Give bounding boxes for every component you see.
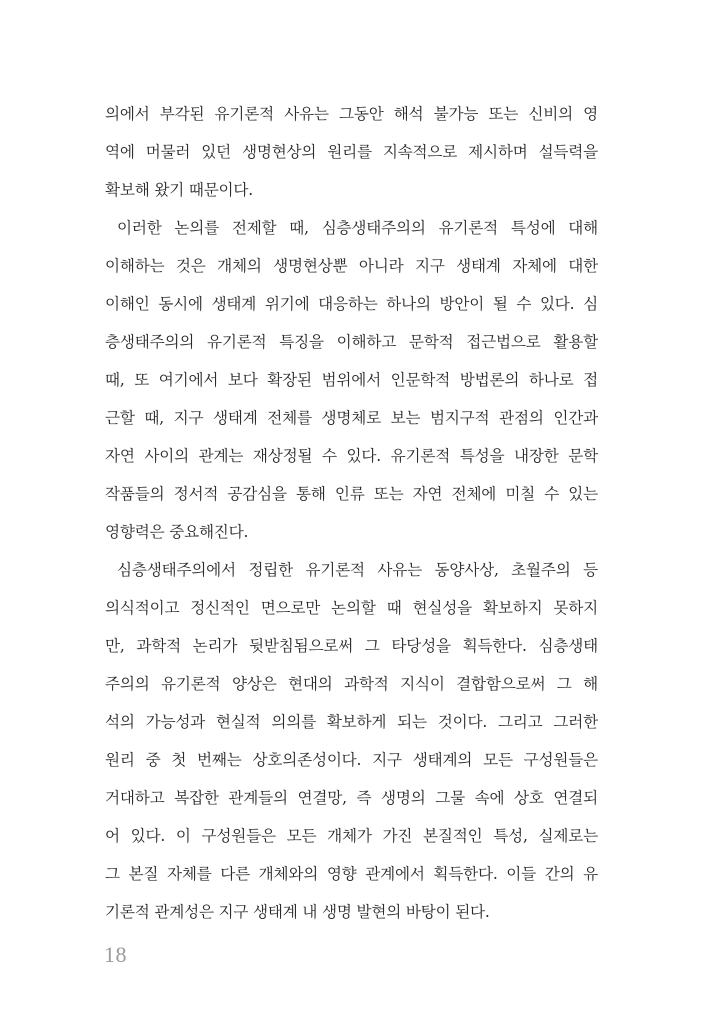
text-line: 때, 또 여기에서 보다 확장된 범위에서 인문학적 방법론의 하나로 접 [105, 371, 598, 389]
page-number: 18 [104, 942, 127, 967]
text-line: 의에서 부각된 유기론적 사유는 그동안 해석 불가능 또는 신비의 영 [105, 105, 598, 123]
text-line: 석의 가능성과 현실적 의의를 확보하게 되는 것이다. 그리고 그러한 [105, 713, 598, 731]
text-line: 자연 사이의 관계는 재상정될 수 있다. 유기론적 특성을 내장한 문학 [105, 447, 598, 465]
text-line: 의식적이고 정신적인 면으로만 논의할 때 현실성을 확보하지 못하지 [105, 599, 598, 617]
text-line: 주의의 유기론적 양상은 현대의 과학적 지식이 결합함으로써 그 해 [105, 675, 598, 693]
text-line: 그 본질 자체를 다른 개체와의 영향 관계에서 획득한다. 이들 간의 유 [105, 865, 598, 883]
text-line: 확보해 왔기 때문이다. [105, 181, 254, 199]
text-line: 어 있다. 이 구성원들은 모든 개체가 가진 본질적인 특성, 실제로는 [105, 827, 598, 845]
text-line: 층생태주의의 유기론적 특징을 이해하고 문학적 접근법으로 활용할 [105, 333, 598, 351]
text-line: 작품들의 정서적 공감심을 통해 인류 또는 자연 전체에 미칠 수 있는 [105, 485, 598, 503]
text-line: 거대하고 복잡한 관계들의 연결망, 즉 생명의 그물 속에 상호 연결되 [105, 789, 598, 807]
text-line: 원리 중 첫 번째는 상호의존성이다. 지구 생태계의 모든 구성원들은 [105, 751, 598, 769]
text-line: 영향력은 중요해진다. [105, 523, 249, 541]
text-line: 이러한 논의를 전제할 때, 심층생태주의의 유기론적 특성에 대해 [117, 219, 598, 237]
body-text [105, 95, 598, 931]
text-line: 근할 때, 지구 생태계 전체를 생명체로 보는 범지구적 관점의 인간과 [105, 409, 598, 427]
text-line: 심층생태주의에서 정립한 유기론적 사유는 동양사상, 초월주의 등 [117, 561, 598, 579]
text-line: 만, 과학적 논리가 뒷받침됨으로써 그 타당성을 획득한다. 심층생태 [105, 637, 598, 655]
text-line: 역에 머물러 있던 생명현상의 원리를 지속적으로 제시하며 설득력을 [105, 143, 598, 161]
text-line: 기론적 관계성은 지구 생태계 내 생명 발현의 바탕이 된다. [105, 903, 490, 921]
text-line: 이해하는 것은 개체의 생명현상뿐 아니라 지구 생태계 자체에 대한 [105, 257, 598, 275]
text-line: 이해인 동시에 생태계 위기에 대응하는 하나의 방안이 될 수 있다. 심 [105, 295, 598, 313]
